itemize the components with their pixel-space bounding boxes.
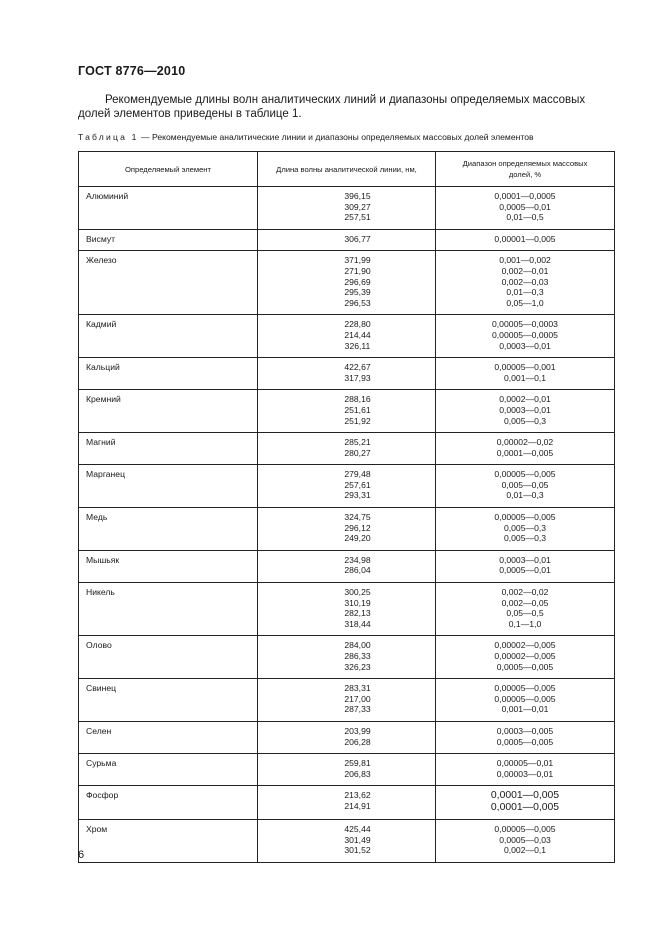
range-value: 0,0003—0,01 (499, 554, 551, 565)
element-name: Висмут (79, 229, 258, 251)
element-name: Фосфор (79, 786, 258, 820)
header-range (436, 152, 615, 187)
range-value: 0,00005—0,005 (494, 469, 556, 480)
element-name: Никель (79, 583, 258, 636)
range-value: 0,00005—0,005 (494, 683, 556, 694)
wavelength-table (78, 151, 615, 863)
element-name: Железо (79, 251, 258, 315)
page-number: 6 (78, 849, 85, 861)
range-cell (436, 636, 615, 679)
range-value: 0,00005—0,005 (494, 512, 556, 523)
table-row (79, 721, 615, 753)
element-name: Кремний (79, 390, 258, 433)
wavelength-cell (258, 465, 436, 508)
wavelength-value: 326,11 (344, 340, 371, 351)
element-name: Медь (79, 508, 258, 551)
header-wavelength: Длина волны аналитической линии, нм, (258, 152, 436, 187)
wavelength-value: 422,67 (344, 362, 371, 373)
wavelength-value: 217,00 (344, 693, 371, 704)
wavelength-cell (258, 358, 436, 390)
wavelength-value: 288,16 (344, 394, 371, 405)
range-value: 0,0005—0,03 (499, 834, 551, 845)
wavelength-value: 280,27 (344, 447, 371, 458)
range-value: 0,001—0,01 (501, 704, 549, 715)
table-caption-label: Таблица 1 (78, 132, 139, 142)
wavelength-value: 301,49 (344, 834, 371, 845)
wavelength-value: 318,44 (344, 618, 371, 629)
range-cell (436, 820, 615, 863)
wavelength-value: 286,33 (344, 651, 371, 661)
range-value: 0,00002—0,02 (496, 437, 554, 448)
range-value: 0,0003—0,005 (496, 725, 554, 736)
range-value: 0,001—0,1 (503, 372, 547, 383)
range-cell (436, 550, 615, 582)
range-value: 0,001—0,002 (499, 255, 551, 266)
range-cell (436, 465, 615, 508)
wavelength-value: 326,23 (344, 661, 371, 672)
header-element: Определяемый элемент (79, 152, 258, 187)
wavelength-value: 214,91 (344, 800, 371, 811)
range-value: 0,00005—0,005 (494, 824, 556, 835)
range-value: 0,005—0,3 (503, 415, 547, 426)
element-name: Кальций (79, 358, 258, 390)
wavelength-value: 203,99 (344, 725, 371, 736)
table-row (79, 358, 615, 390)
range-value: 0,0005—0,005 (496, 661, 554, 672)
wavelength-cell (258, 786, 436, 820)
wavelength-value: 371,99 (344, 255, 371, 266)
wavelength-cell (258, 187, 436, 230)
element-name: Сурьма (79, 754, 258, 786)
table-row (79, 433, 615, 465)
table-row (79, 315, 615, 358)
table-row (79, 679, 615, 722)
table-caption-text: — Рекомендуемые аналитические линии и диапазоны определяемых массовых долей элементов (138, 132, 534, 142)
wavelength-value: 301,52 (344, 845, 371, 856)
wavelength-cell (258, 636, 436, 679)
table-row (79, 786, 615, 820)
wavelength-value: 309,27 (344, 201, 371, 212)
range-value: 0,00002—0,005 (494, 640, 556, 651)
wavelength-cell (258, 390, 436, 433)
wavelength-value: 310,19 (344, 597, 371, 608)
wavelength-cell (258, 550, 436, 582)
range-value: 0,0003—0,01 (499, 340, 551, 351)
table-caption (78, 132, 618, 142)
wavelength-value: 283,31 (344, 683, 371, 694)
table-row (79, 229, 615, 251)
wavelength-value: 425,44 (344, 824, 371, 835)
range-value: 0,005—0,3 (503, 522, 547, 533)
wavelength-value: 285,21 (344, 437, 371, 448)
wavelength-value: 213,62 (344, 790, 371, 801)
wavelength-cell (258, 251, 436, 315)
table-row (79, 583, 615, 636)
range-cell (436, 433, 615, 465)
wavelength-value: 206,28 (344, 736, 371, 747)
wavelength-cell (258, 679, 436, 722)
wavelength-value: 257,51 (344, 212, 371, 223)
range-value: 0,0005—0,01 (499, 565, 551, 576)
range-value: 0,002—0,05 (501, 597, 549, 608)
range-value: 0,00001—0,005 (494, 233, 556, 244)
range-value: 0,01—0,5 (506, 212, 544, 223)
element-name: Алюминий (79, 187, 258, 230)
range-cell (436, 679, 615, 722)
table-row (79, 754, 615, 786)
wavelength-value: 228,80 (344, 319, 371, 330)
wavelength-value: 214,44 (344, 329, 371, 340)
range-value: 0,002—0,03 (501, 276, 549, 287)
range-value: 0,0002—0,01 (499, 394, 551, 405)
range-value: 0,05—1,0 (506, 297, 544, 308)
range-value: 0,00003—0,01 (496, 768, 554, 779)
wavelength-value: 296,12 (344, 522, 371, 533)
wavelength-value: 296,53 (344, 297, 371, 308)
wavelength-value: 324,75 (344, 512, 371, 523)
wavelength-value: 249,20 (344, 533, 371, 544)
range-cell (436, 583, 615, 636)
wavelength-cell (258, 820, 436, 863)
header-range-text: Диапазон определяемых массовых долей, % (462, 159, 588, 179)
range-value: 0,1—1,0 (508, 618, 542, 629)
table-row (79, 508, 615, 551)
range-value: 0,0003—0,01 (499, 404, 551, 415)
table-row (79, 251, 615, 315)
element-name: Хром (79, 820, 258, 863)
range-cell (436, 187, 615, 230)
table-row (79, 636, 615, 679)
range-cell (436, 251, 615, 315)
wavelength-cell (258, 508, 436, 551)
element-name: Мышьяк (79, 550, 258, 582)
range-value: 0,00005—0,01 (496, 758, 554, 769)
wavelength-value: 286,04 (344, 565, 371, 576)
wavelength-value: 234,98 (344, 554, 371, 565)
range-value: 0,01—0,3 (506, 287, 544, 298)
range-value: 0,005—0,3 (503, 533, 547, 544)
range-value: 0,0005—0,005 (496, 736, 554, 747)
range-value: 0,0005—0,01 (499, 201, 551, 212)
range-value: 0,00002—0,005 (494, 651, 556, 661)
wavelength-cell (258, 433, 436, 465)
element-name: Свинец (79, 679, 258, 722)
table-header-row (79, 152, 615, 187)
wavelength-cell (258, 229, 436, 251)
wavelength-value: 295,39 (344, 287, 371, 298)
range-value: 0,0001—0,005 (490, 790, 560, 802)
wavelength-cell (258, 583, 436, 636)
wavelength-value: 257,61 (344, 479, 371, 490)
wavelength-value: 259,81 (344, 758, 371, 769)
range-value: 0,00005—0,001 (494, 362, 556, 373)
element-name: Селен (79, 721, 258, 753)
range-value: 0,002—0,02 (501, 587, 549, 598)
wavelength-value: 279,48 (344, 469, 371, 480)
wavelength-cell (258, 315, 436, 358)
wavelength-value: 300,25 (344, 587, 371, 598)
range-cell (436, 390, 615, 433)
wavelength-value: 206,83 (344, 768, 371, 779)
range-cell (436, 721, 615, 753)
range-cell (436, 229, 615, 251)
table-row (79, 465, 615, 508)
element-name: Кадмий (79, 315, 258, 358)
element-name: Олово (79, 636, 258, 679)
intro-paragraph: Рекомендуемые длины волн аналитических линий и диапазоны определяемых массовых долей элементов приведены в таблице 1. (78, 94, 586, 120)
range-value: 0,00005—0,0005 (492, 329, 558, 340)
wavelength-value: 287,33 (344, 704, 371, 715)
range-value: 0,00005—0,005 (494, 693, 556, 704)
wavelength-value: 296,69 (344, 276, 371, 287)
range-value: 0,01—0,3 (506, 490, 544, 501)
wavelength-value: 282,13 (344, 608, 371, 619)
table-row (79, 820, 615, 863)
range-value: 0,002—0,01 (501, 265, 549, 276)
wavelength-cell (258, 721, 436, 753)
table-body (79, 187, 615, 863)
range-value: 0,005—0,05 (501, 479, 549, 490)
range-cell (436, 754, 615, 786)
wavelength-value: 317,93 (344, 372, 371, 383)
range-value: 0,002—0,1 (503, 845, 547, 856)
range-cell (436, 786, 615, 820)
wavelength-cell (258, 754, 436, 786)
wavelength-value: 251,61 (344, 404, 371, 415)
element-name: Марганец (79, 465, 258, 508)
range-cell (436, 508, 615, 551)
range-value: 0,00005—0,0003 (492, 319, 558, 330)
wavelength-value: 293,31 (344, 490, 371, 501)
element-name: Магний (79, 433, 258, 465)
document-header: ГОСТ 8776—2010 (78, 64, 186, 78)
range-cell (436, 358, 615, 390)
table-row (79, 550, 615, 582)
range-cell (436, 315, 615, 358)
range-value: 0,05—0,5 (506, 608, 544, 619)
wavelength-value: 306,77 (344, 233, 371, 244)
table-row (79, 390, 615, 433)
wavelength-value: 284,00 (344, 640, 371, 651)
range-value: 0,0001—0,005 (496, 447, 554, 458)
table-row (79, 187, 615, 230)
wavelength-value: 251,92 (344, 415, 371, 426)
wavelength-value: 396,15 (344, 191, 371, 201)
range-value: 0,0001—0,005 (490, 801, 560, 813)
range-value: 0,0001—0,0005 (494, 191, 556, 201)
wavelength-value: 271,90 (344, 265, 371, 276)
